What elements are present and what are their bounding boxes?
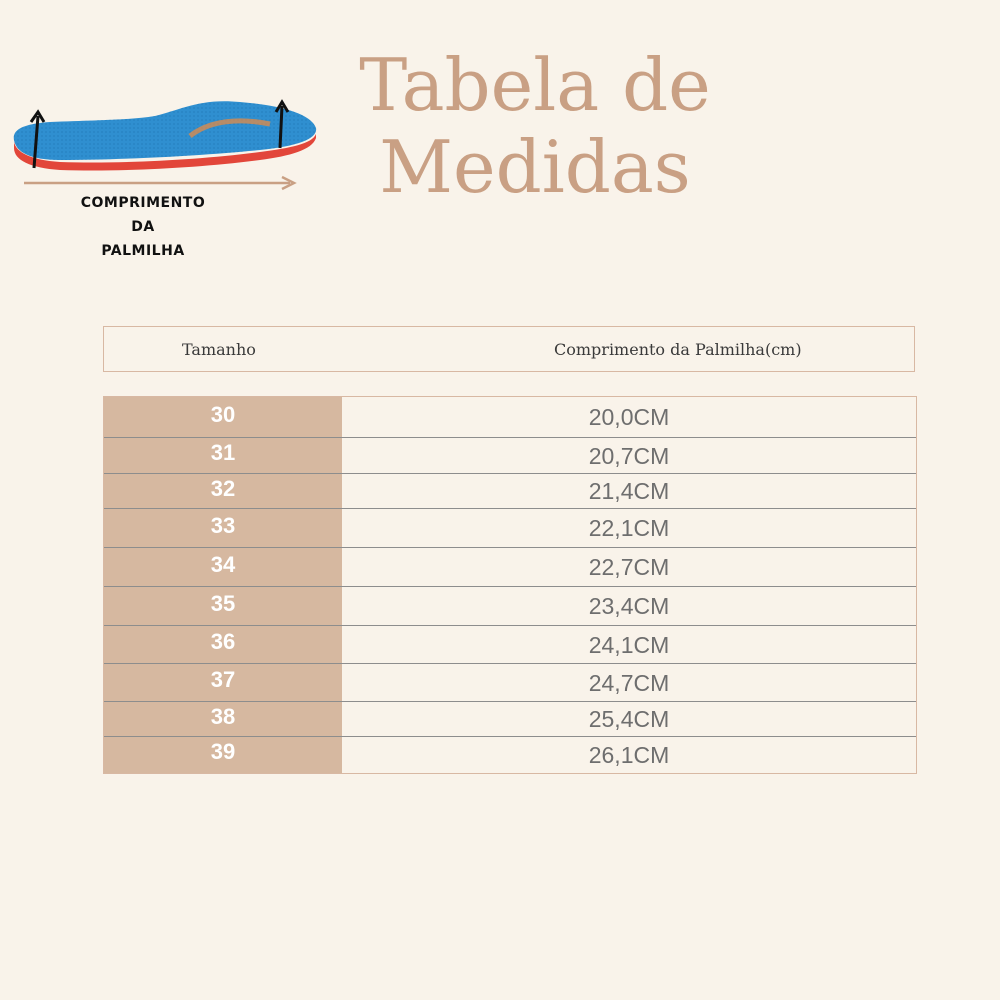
- header-size: Tamanho: [182, 340, 256, 359]
- table-row: [104, 548, 916, 587]
- length-cell: 22,1CM: [588, 515, 670, 541]
- caption-line-1: COMPRIMENTO: [80, 195, 206, 211]
- table-header: [103, 326, 915, 372]
- title-line-2: Medidas: [379, 125, 691, 209]
- size-cell: 35: [210, 591, 236, 616]
- title-line-1: Tabela de: [359, 43, 711, 127]
- length-cell: 24,1CM: [588, 632, 670, 658]
- length-cell: 22,7CM: [588, 554, 670, 580]
- insole-caption: [48, 191, 238, 263]
- length-cell: 21,4CM: [588, 478, 670, 504]
- table-row: [104, 397, 916, 438]
- size-cell: 39: [210, 739, 236, 764]
- length-cell: 20,0CM: [588, 404, 670, 430]
- length-cell: 26,1CM: [588, 742, 670, 768]
- size-cell: 37: [210, 667, 236, 692]
- table-row: [104, 626, 916, 664]
- size-cell: 31: [210, 440, 236, 465]
- length-cell: 24,7CM: [588, 670, 670, 696]
- length-cell: 20,7CM: [588, 443, 670, 469]
- size-cell: 30: [210, 402, 236, 427]
- table-row: [104, 474, 916, 509]
- caption-line-2: DA: [131, 219, 155, 235]
- caption-line-3: PALMILHA: [101, 243, 185, 259]
- table-row: [104, 702, 916, 737]
- size-cell: 33: [210, 513, 236, 538]
- size-table: [103, 396, 917, 774]
- header-length: Comprimento da Palmilha(cm): [554, 340, 802, 359]
- table-row: [104, 509, 916, 548]
- table-row: [104, 664, 916, 702]
- length-cell: 23,4CM: [588, 593, 670, 619]
- table-row: [104, 438, 916, 474]
- table-row: [104, 737, 916, 772]
- size-cell: 34: [210, 552, 236, 577]
- page-title: [300, 44, 770, 208]
- length-cell: 25,4CM: [588, 706, 670, 732]
- insole-illustration: [0, 90, 320, 200]
- size-cell: 36: [210, 629, 236, 654]
- size-cell: 38: [210, 704, 236, 729]
- size-cell: 32: [210, 476, 236, 501]
- table-row: [104, 587, 916, 626]
